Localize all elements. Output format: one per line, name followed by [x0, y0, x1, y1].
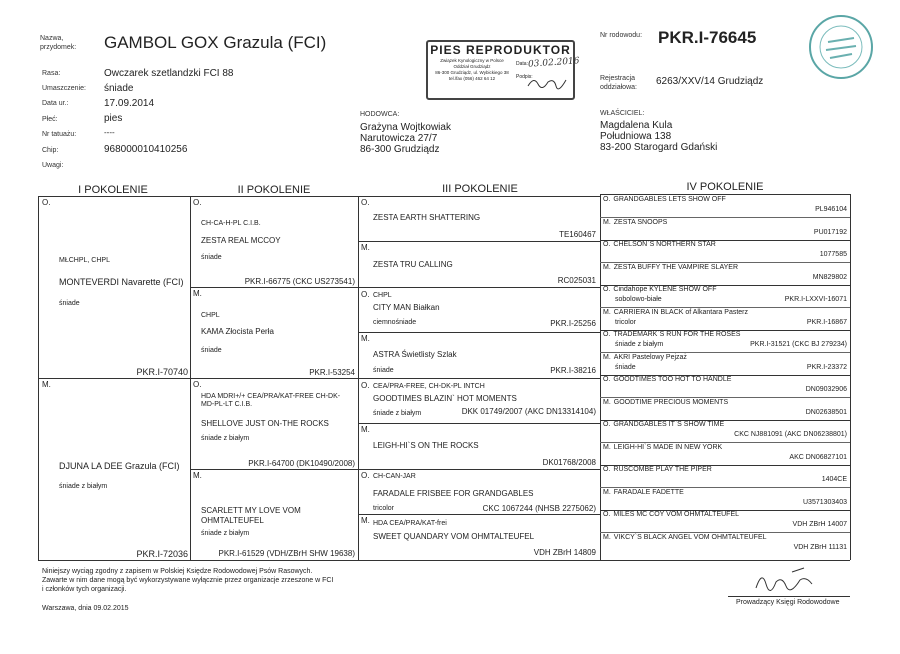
- gen2-4-reg: PKR.I-61529 (VDH/ZBrH SHW 19638): [218, 549, 355, 558]
- sex-label: Płeć:: [42, 116, 58, 123]
- gen4-5-sex: O.: [603, 286, 611, 293]
- gen3-8-sex: M.: [361, 516, 370, 525]
- gen3-5-name: GOODTIMES BLAZIN` HOT MOMENTS: [373, 394, 517, 403]
- regno-label: Nr rodowodu:: [600, 32, 643, 39]
- gen3-6-reg: DK01768/2008: [542, 458, 596, 467]
- gen2-3-name: SHELLOVE JUST ON-THE ROCKS: [201, 419, 329, 428]
- gen1-sire-cell: [39, 197, 189, 378]
- gen1-dam-sex: M.: [42, 380, 51, 389]
- gen4-6-color: tricolor: [615, 319, 637, 326]
- gen2-cell-2: [191, 288, 357, 378]
- stamp-line3: 86-300 Grudziądz, ul. Wybickiego 38: [435, 70, 509, 75]
- gen3-2-sex: M.: [361, 243, 370, 252]
- gen4-6-title-line: [603, 309, 748, 316]
- race-value: Owczarek szetlandzki FCI 88: [104, 68, 234, 79]
- gen4-12-name: LEIGH-HI`S MADE IN NEW YORK: [613, 444, 723, 451]
- gen4-7-name: TRADEMARK`S RUN FOR THE ROSES: [613, 331, 741, 338]
- gen4-2-name: ZESTA SNOOPS: [613, 219, 668, 226]
- footer-line-2: Zawarte w nim dane mogą być wykorzystywane wyłącznie przez organizacje zrzeszone w FCI: [42, 577, 334, 584]
- gen4-6-sex: M.: [603, 309, 611, 316]
- footer-place-date: Warszawa, dnia 09.02.2015: [42, 605, 129, 612]
- gen3-cell-4: [359, 333, 599, 378]
- footer-line-1: Niniejszy wyciąg zgodny z zapisem w Polskiej Księdze Rodowodowej Psów Rasowych.: [42, 568, 313, 575]
- gen4-cell-4: [601, 263, 849, 285]
- gen4-4-title-line: [603, 264, 738, 271]
- gen1-dam-cell: [39, 379, 189, 560]
- gen4-6-reg: PKR.I-16867: [806, 319, 847, 326]
- gen4-1-sex: O.: [603, 196, 611, 203]
- gen4-9-title-line: [603, 376, 731, 383]
- dog-name: GAMBOL GOX Grazula (FCI): [104, 33, 327, 52]
- gen4-13-sex: O.: [603, 466, 611, 473]
- stamp-line2: Oddział Grudziądz: [453, 64, 491, 69]
- registration-value: 6263/XXV/14 Grudziądz: [656, 76, 764, 87]
- regno-value: PKR.I-76645: [658, 28, 757, 47]
- gen4-7-sex: O.: [603, 331, 611, 338]
- gen1-sire-color: śniade: [59, 300, 80, 307]
- gen4-3-reg: 1077585: [819, 251, 847, 258]
- gen3-3-sex: O.: [361, 290, 370, 299]
- gen4-9-name: GOODTIMES TOO HOT TO HANDLE: [613, 376, 732, 383]
- gen1-sire-sex: O.: [42, 198, 51, 207]
- gen2-1-titles: CH-CA-H-PL C.I.B.: [201, 220, 261, 227]
- stamp-signature-icon: [526, 74, 570, 92]
- gen4-2-title-line: [603, 219, 667, 226]
- gen1-header: I POKOLENIE: [78, 184, 148, 196]
- breeder-street: Narutowicza 27/7: [360, 133, 438, 144]
- gen2-1-name: ZESTA REAL MCCOY: [201, 236, 281, 245]
- gen4-16-name: VIKCY`S BLACK ANGEL VOM OHMTALTEUFEL: [613, 534, 767, 541]
- gen4-cell-15: [601, 510, 849, 532]
- gen3-3-color: ciemnośniade: [373, 319, 417, 326]
- notes-label: Uwagi:: [42, 162, 64, 169]
- gen3-3-reg: PKR.I-25256: [550, 319, 596, 328]
- gen3-4-name: ASTRA Świetlisty Szlak: [373, 350, 457, 359]
- gen4-2-reg: PU017192: [813, 229, 847, 236]
- reproductor-stamp: [426, 40, 580, 100]
- gen4-10-title-line: [603, 399, 728, 406]
- gen3-cell-3: [359, 288, 599, 332]
- gen4-cell-1: [601, 195, 849, 217]
- gen4-7-color: śniade z białym: [615, 341, 664, 348]
- gen4-cell-3: [601, 240, 849, 262]
- gen3-cell-8: [359, 515, 599, 560]
- gen1-dam-reg: PKR.I-72036: [136, 549, 188, 559]
- breeder-name: Grażyna Wojtkowiak: [360, 122, 451, 133]
- gen1-dam-color: śniade z białym: [59, 483, 108, 490]
- owner-city: 83-200 Starogard Gdański: [600, 142, 718, 153]
- gen4-cell-10: [601, 398, 849, 420]
- gen4-16-reg: VDH ZBrH 11131: [793, 544, 847, 551]
- gen4-12-sex: M.: [603, 444, 611, 451]
- gen4-16-title-line: [603, 534, 767, 541]
- gen4-8-title-line: [603, 354, 687, 361]
- gen4-13-reg: 1404CE: [821, 476, 847, 483]
- gen4-1-title-line: [603, 196, 726, 203]
- gen3-7-titles: CH-CAN-JAR: [373, 473, 416, 480]
- gen3-1-name: ZESTA EARTH SHATTERING: [373, 213, 481, 222]
- gen4-cell-13: [601, 465, 849, 487]
- gen4-10-name: GOODTIME PRECIOUS MOMENTS: [613, 399, 729, 406]
- gen4-2-sex: M.: [603, 219, 611, 226]
- chip-value: 968000010410256: [104, 144, 188, 155]
- gen4-9-reg: DN09032906: [805, 386, 847, 393]
- gen2-cell-3: [191, 379, 357, 469]
- gen4-15-title-line: [603, 511, 739, 518]
- gen3-2-reg: RC025031: [557, 276, 596, 285]
- gen2-4-name: SCARLETT MY LOVE VOM OHMTALTEUFEL: [201, 506, 301, 525]
- gen4-8-color: śniade: [615, 364, 636, 371]
- pzk-seal-icon: [806, 12, 876, 82]
- gen2-3-titles: HDA MDRI+/+ CEA/PRA/KAT-FREE CH-DK-MD-PL-LT C.I.B.: [201, 393, 341, 408]
- gen4-7-title-line: [603, 331, 740, 338]
- gen4-1-name: GRANDGABLES LETS SHOW OFF: [613, 196, 726, 203]
- gen4-5-name: Cindahope KYLENE SHOW OFF: [613, 286, 717, 293]
- gen3-header: III POKOLENIE: [442, 183, 518, 195]
- color-label: Umaszczenie:: [42, 85, 86, 92]
- gen4-13-title-line: [603, 466, 712, 473]
- gen4-15-sex: O.: [603, 511, 611, 518]
- gen4-6-name: CARRIERA IN BLACK of Alkantara Pasterz: [613, 309, 749, 316]
- gen2-3-reg: PKR.I-64700 (DK10490/2008): [248, 459, 355, 468]
- gen2-2-name: KAMA Złocista Perła: [201, 327, 274, 336]
- gen4-9-sex: O.: [603, 376, 611, 383]
- gen3-7-sex: O.: [361, 471, 370, 480]
- gen4-8-name: AKRI Pastelowy Pejzaż: [613, 354, 687, 361]
- sex-value: pies: [104, 113, 123, 124]
- gen3-cell-5: [359, 379, 599, 423]
- stamp-date-label: Data:: [516, 61, 528, 67]
- color-value: śniade: [104, 83, 134, 94]
- gen3-7-name: FARADALE FRISBEE FOR GRANDGABLES: [373, 489, 534, 498]
- race-label: Rasa:: [42, 70, 61, 77]
- gen1-sire-titles: MŁCHPL, CHPL: [59, 257, 110, 264]
- gen3-3-titles: CHPL: [373, 292, 392, 299]
- gen4-8-sex: M.: [603, 354, 611, 361]
- gen4-10-reg: DN02638501: [805, 409, 847, 416]
- gen3-5-sex: O.: [361, 381, 370, 390]
- gen4-7-reg: PKR.I-31521 (CKC BJ 279234): [750, 341, 847, 348]
- gen4-cell-7: [601, 330, 849, 352]
- gen4-cell-8: [601, 353, 849, 375]
- gen4-14-title-line: [603, 489, 684, 496]
- gen2-cell-1: [191, 197, 357, 287]
- gen4-12-title-line: [603, 444, 722, 451]
- gen4-cell-16: [601, 533, 849, 555]
- gen2-cell-4: [191, 470, 357, 560]
- gen4-4-name: ZESTA BUFFY THE VAMPIRE SLAYER: [613, 264, 738, 271]
- gen4-3-sex: O.: [603, 241, 611, 248]
- stamp-handwritten-date: 03.02.2016: [527, 56, 580, 70]
- gen3-6-sex: M.: [361, 425, 370, 434]
- gen3-6-name: LEIGH-HI`S ON THE ROCKS: [373, 441, 479, 450]
- gen4-8-reg: PKR.I-23372: [806, 364, 847, 371]
- gen4-11-sex: O.: [603, 421, 611, 428]
- dob-value: 17.09.2014: [104, 98, 155, 109]
- gen4-15-reg: VDH ZBrH 14007: [792, 521, 847, 528]
- gen3-8-reg: VDH ZBrH 14809: [533, 548, 596, 557]
- gen4-15-name: MILES MC COY VOM OHMTALTEUFEL: [613, 511, 740, 518]
- gen3-4-color: śniade: [373, 367, 394, 374]
- tattoo-label: Nr tatuażu:: [42, 131, 77, 138]
- gen4-14-name: FARADALE FADETTE: [613, 489, 684, 496]
- gen4-4-reg: MN829802: [812, 274, 847, 281]
- registrar-label: Prowadzący Księgi Rodowodowe: [736, 599, 840, 606]
- gen3-7-color: tricolor: [373, 505, 395, 512]
- gen4-cell-12: [601, 443, 849, 465]
- gen3-5-color: śniade z białym: [373, 410, 422, 417]
- stamp-line4: tel./fax (056) 462 64 12: [448, 76, 496, 81]
- gen2-2-sex: M.: [193, 289, 202, 298]
- gen3-1-sex: O.: [361, 198, 370, 207]
- gen4-11-reg: CKC NJ881091 (AKC DN06238801): [734, 431, 847, 438]
- gen2-2-titles: CHPL: [201, 312, 220, 319]
- gen1-sire-name: MONTEVERDI Navarette (FCI): [59, 277, 184, 287]
- registrar-signature-icon: [752, 566, 822, 596]
- gen2-2-reg: PKR.I-53254: [309, 368, 355, 377]
- gen4-5-color: sobolowo-białe: [615, 296, 662, 303]
- gen2-1-color: śniade: [201, 254, 222, 261]
- gen3-7-reg: CKC 1067244 (NHSB 2275062): [482, 504, 596, 513]
- footer-line-3: i członków tych organizacji.: [42, 586, 127, 593]
- gen3-5-titles: CEA/PRA-FREE, CH-DK-PL INTCH: [373, 383, 485, 390]
- breeder-label: HODOWCA:: [360, 111, 400, 118]
- gen2-1-sex: O.: [193, 198, 202, 207]
- chip-label: Chip:: [42, 147, 59, 154]
- gen4-cell-6: [601, 308, 849, 330]
- gen4-cell-9: [601, 375, 849, 397]
- gen4-16-sex: M.: [603, 534, 611, 541]
- gen3-8-name: SWEET QUANDARY VOM OHMTALTEUFEL: [373, 532, 535, 541]
- gen2-2-color: śniade: [201, 347, 222, 354]
- stamp-sign-label: Podpis:: [516, 74, 533, 80]
- gen3-8-titles: HDA CEA/PRA/KAT-frei: [373, 520, 447, 527]
- owner-name: Magdalena Kula: [600, 120, 673, 131]
- stamp-title: PIES REPRODUKTOR: [430, 43, 571, 57]
- gen4-13-name: RUSCOMBE PLAY THE PIPER: [613, 466, 712, 473]
- tattoo-value: ----: [104, 128, 115, 137]
- breeder-city: 86-300 Grudziądz: [360, 144, 440, 155]
- gen2-3-sex: O.: [193, 380, 202, 389]
- gen4-11-title-line: [603, 421, 724, 428]
- gen4-cell-5: [601, 285, 849, 307]
- dob-label: Data ur.:: [42, 100, 69, 107]
- gen1-sire-reg: PKR.I-70740: [136, 367, 188, 377]
- footer-notice: [42, 567, 333, 594]
- gen3-2-name: ZESTA TRU CALLING: [373, 260, 453, 269]
- gen3-cell-1: [359, 197, 599, 241]
- registration-label: Rejestracja oddziałowa:: [600, 75, 637, 91]
- gen3-1-reg: TE160467: [559, 230, 596, 239]
- gen2-4-color: śniade z białym: [201, 530, 250, 537]
- gen4-5-title-line: [603, 286, 716, 293]
- gen2-3-color: śniade z białym: [201, 435, 250, 442]
- gen4-header: IV POKOLENIE: [686, 181, 764, 193]
- gen3-4-reg: PKR.I-38216: [550, 366, 596, 375]
- gen4-14-reg: U3571303403: [803, 499, 847, 506]
- gen4-10-sex: M.: [603, 399, 611, 406]
- gen4-14-sex: M.: [603, 489, 611, 496]
- gen4-12-reg: AKC DN06827101: [789, 454, 847, 461]
- gen3-3-name: CITY MAN Białkan: [373, 303, 440, 312]
- name-label: Nazwa, przydomek:: [40, 35, 77, 51]
- gen3-cell-2: [359, 242, 599, 287]
- gen3-5-reg: DKK 01749/2007 (AKC DN13314104): [461, 407, 596, 416]
- gen4-3-name: CHELSON`S NORTHERN STAR: [613, 241, 716, 248]
- owner-street: Południowa 138: [600, 131, 672, 142]
- gen2-1-reg: PKR.I-66775 (CKC US273541): [244, 277, 355, 286]
- gen2-header: II POKOLENIE: [237, 184, 311, 196]
- gen2-4-sex: M.: [193, 471, 202, 480]
- gen4-11-name: GRANDGABLES IT`S SHOW TIME: [613, 421, 725, 428]
- gen3-cell-6: [359, 424, 599, 469]
- gen4-1-reg: PL946104: [815, 206, 847, 213]
- gen4-cell-11: [601, 420, 849, 442]
- gen4-4-sex: M.: [603, 264, 611, 271]
- gen4-cell-2: [601, 218, 849, 240]
- gen4-cell-14: [601, 488, 849, 510]
- gen4-5-reg: PKR.I-LXXVI-16071: [784, 296, 847, 303]
- gen3-cell-7: [359, 470, 599, 514]
- gen3-4-sex: M.: [361, 334, 370, 343]
- gen4-3-title-line: [603, 241, 716, 248]
- owner-label: WŁAŚCICIEL:: [600, 110, 645, 117]
- gen1-dam-name: DJUNA LA DEE Grazula (FCI): [59, 461, 180, 471]
- stamp-line1: Związek Kynologiczny w Polsce: [440, 58, 504, 63]
